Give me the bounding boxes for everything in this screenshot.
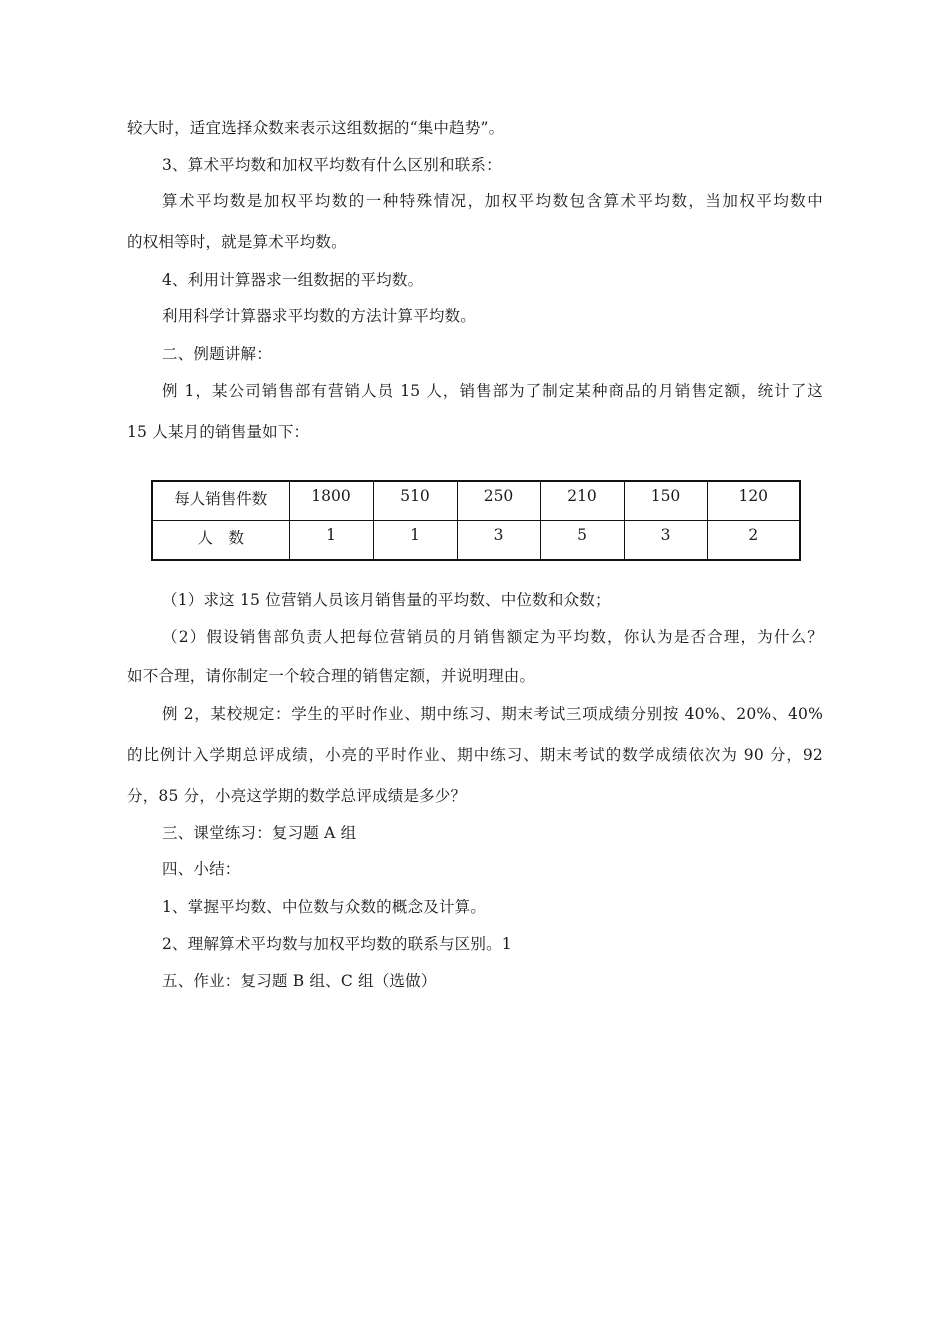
paragraph-mode-conclusion: 较大时，适宜选择众数来表示这组数据的“集中趋势”。 xyxy=(127,119,505,137)
table-header-cell: 每人销售件数 xyxy=(152,481,289,521)
table-header-cell: 人 数 xyxy=(152,521,289,561)
table-row xyxy=(152,481,800,521)
section-five-heading: 五、作业：复习题 B 组、C 组（选做） xyxy=(162,972,437,990)
example-2-line2: 的比例计入学期总评成绩，小亮的平时作业、期中练习、期末考试的数学成绩依次为 90 分，92 xyxy=(127,746,823,764)
paragraph-mean-relation-line1: 算术平均数是加权平均数的一种特殊情况，加权平均数包含算术平均数，当加权平均数中 xyxy=(162,192,823,210)
table-cell: 3 xyxy=(624,521,707,561)
table-cell: 250 xyxy=(457,481,540,521)
question-1: （1）求这 15 位营销人员该月销售量的平均数、中位数和众数； xyxy=(162,591,611,609)
table-cell: 150 xyxy=(624,481,707,521)
table-row xyxy=(152,521,800,561)
table-cell: 5 xyxy=(540,521,624,561)
table-cell: 3 xyxy=(457,521,540,561)
sales-table xyxy=(151,480,801,561)
summary-item-2: 2、理解算术平均数与加权平均数的联系与区别。1 xyxy=(162,935,512,953)
table-cell: 1800 xyxy=(289,481,373,521)
paragraph-mean-relation-line2: 的权相等时，就是算术平均数。 xyxy=(127,233,347,251)
section-item-4-heading: 4、利用计算器求一组数据的平均数。 xyxy=(162,271,424,289)
section-three-heading: 三、课堂练习：复习题 A 组 xyxy=(162,824,357,842)
question-2-line1: （2）假设销售部负责人把每位营销员的月销售额定为平均数，你认为是否合理，为什么？ xyxy=(162,628,823,646)
example-1-line1: 例 1，某公司销售部有营销人员 15 人，销售部为了制定某种商品的月销售定额，统计了这 xyxy=(162,382,823,400)
example-2-line1: 例 2，某校规定：学生的平时作业、期中练习、期末考试三项成绩分别按 40%、20%、40% xyxy=(162,705,823,723)
table-cell: 2 xyxy=(707,521,800,561)
example-2-line3: 分，85 分，小亮这学期的数学总评成绩是多少？ xyxy=(127,787,467,805)
section-item-3-heading: 3、算术平均数和加权平均数有什么区别和联系： xyxy=(162,156,502,174)
summary-item-1: 1、掌握平均数、中位数与众数的概念及计算。 xyxy=(162,898,487,916)
paragraph-calculator-method: 利用科学计算器求平均数的方法计算平均数。 xyxy=(162,307,477,325)
table-cell: 210 xyxy=(540,481,624,521)
section-two-heading: 二、例题讲解： xyxy=(162,345,272,363)
example-1-line2: 15 人某月的销售量如下： xyxy=(127,423,310,441)
section-four-heading: 四、小结： xyxy=(162,860,241,878)
table-cell: 510 xyxy=(373,481,457,521)
table-cell: 120 xyxy=(707,481,800,521)
question-2-line2: 如不合理，请你制定一个较合理的销售定额，并说明理由。 xyxy=(127,667,536,685)
table-cell: 1 xyxy=(289,521,373,561)
table-cell: 1 xyxy=(373,521,457,561)
